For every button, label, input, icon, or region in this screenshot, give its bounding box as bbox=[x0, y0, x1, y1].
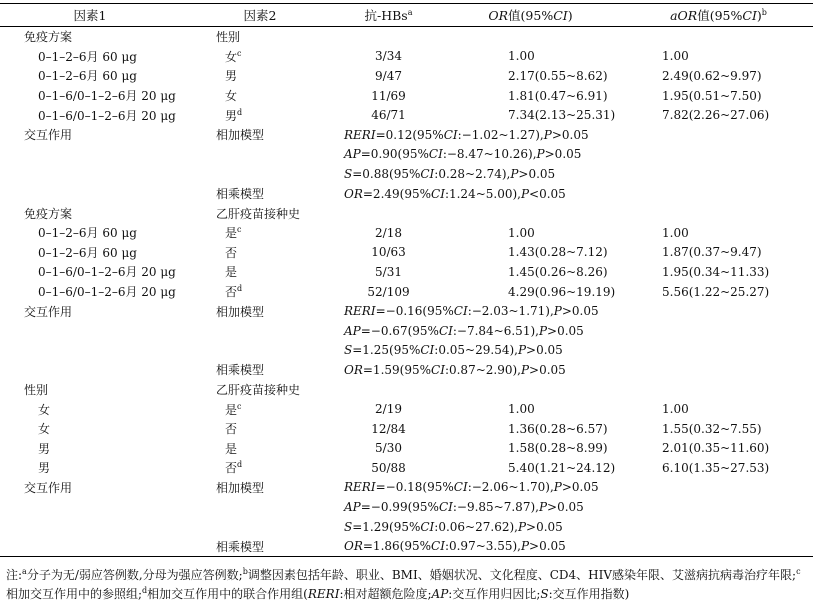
count-value: 11/69 bbox=[371, 88, 406, 103]
empty-cell bbox=[340, 27, 437, 47]
table-row bbox=[0, 517, 813, 537]
or-value: 1.00 bbox=[508, 402, 535, 417]
stat-name: OR bbox=[344, 539, 363, 554]
table-row bbox=[0, 47, 813, 67]
aor-value: 1.00 bbox=[662, 402, 689, 417]
factor2-footnote-mark: c bbox=[237, 401, 242, 411]
factor1-level: 男 bbox=[38, 461, 51, 476]
stat-p-value: >0.05 bbox=[547, 500, 584, 515]
or-value: 1.00 bbox=[508, 225, 535, 240]
stat-p-value: >0.05 bbox=[529, 539, 566, 554]
interaction-label bbox=[0, 360, 180, 380]
stat-ci-range: :0.28~2.74), bbox=[434, 166, 511, 181]
aor-value: 6.10(1.35~27.53) bbox=[662, 460, 770, 475]
table-row bbox=[0, 66, 813, 86]
factor2-level-cell bbox=[180, 243, 340, 263]
model-label: 相乘模型 bbox=[180, 536, 340, 556]
aor-value: 1.95(0.34~11.33) bbox=[662, 264, 770, 279]
header-count bbox=[340, 4, 437, 27]
factor2-level: 是 bbox=[225, 402, 238, 417]
stat-p-value: <0.05 bbox=[529, 186, 566, 201]
stat-name: AP bbox=[344, 147, 361, 162]
factor2-level: 是 bbox=[225, 226, 238, 241]
header-or-em: OR bbox=[488, 8, 509, 23]
table-row bbox=[0, 86, 813, 106]
interaction-stat bbox=[340, 360, 813, 380]
interaction-label: 交互作用 bbox=[24, 480, 73, 495]
stat-p-value: >0.05 bbox=[526, 343, 563, 358]
empty-cell bbox=[624, 27, 813, 47]
stat-name: RERI bbox=[344, 480, 376, 495]
header-count-label: 抗-HBs bbox=[364, 8, 408, 23]
model-label: 相加模型 bbox=[216, 304, 265, 319]
footnote-text-d3: :交互作用归因比; bbox=[448, 587, 541, 601]
or-value: 7.34(2.13~25.31) bbox=[508, 108, 616, 123]
stat-ci-label: CI bbox=[438, 323, 453, 338]
aor-value: 5.56(1.22~25.27) bbox=[662, 284, 770, 299]
stat-ci-range: :−2.03~1.71), bbox=[467, 304, 554, 319]
count-value: 10/63 bbox=[371, 245, 406, 260]
stat-p-value: >0.05 bbox=[526, 519, 563, 534]
header-aor bbox=[624, 4, 813, 27]
factor2-level-cell bbox=[180, 223, 340, 243]
footnote-text-c: 相加交互作用中的参照组; bbox=[6, 587, 143, 601]
footnote-text-a: 分子为无/弱应答例数,分母为强应答例数; bbox=[26, 568, 243, 582]
interaction-label bbox=[0, 536, 180, 556]
table-row bbox=[0, 223, 813, 243]
group-factor2: 乙肝疫苗接种史 bbox=[216, 206, 301, 221]
stat-ci-range: :−1.02~1.27), bbox=[457, 127, 544, 142]
or-value: 1.36(0.28~6.57) bbox=[508, 421, 608, 436]
stat-p-label: P bbox=[536, 147, 545, 162]
table-row bbox=[0, 478, 813, 498]
interaction-stat bbox=[340, 517, 813, 537]
table-row bbox=[0, 125, 813, 145]
table-row bbox=[0, 380, 813, 400]
stat-value: =1.86(95% bbox=[362, 539, 432, 554]
interaction-stat bbox=[340, 478, 813, 498]
factor1-level: 0–1–6/0–1–2–6月 20 μg bbox=[38, 265, 176, 280]
factor2-footnote-mark: d bbox=[237, 460, 243, 470]
stat-name: AP bbox=[344, 323, 361, 338]
factor2-level: 是 bbox=[225, 441, 238, 456]
aor-value: 1.55(0.32~7.55) bbox=[662, 421, 762, 436]
stat-value: =1.29(95% bbox=[352, 519, 421, 534]
footnote-sup-c: c bbox=[796, 567, 801, 576]
stat-ci-label: CI bbox=[428, 147, 443, 162]
stat-name: AP bbox=[344, 500, 361, 515]
table-row bbox=[0, 458, 813, 478]
stat-ci-range: :−2.06~1.70), bbox=[467, 480, 554, 495]
stat-name: S bbox=[344, 343, 353, 358]
header-aor-rest: 值(95% bbox=[697, 8, 743, 23]
table-footnote bbox=[6, 566, 811, 604]
stat-p-label: P bbox=[517, 519, 527, 534]
factor2-level: 否 bbox=[225, 245, 238, 260]
stat-ci-range: :0.05~29.54), bbox=[434, 343, 518, 358]
header-factor1: 因素1 bbox=[0, 4, 180, 27]
stat-ci-label: CI bbox=[453, 304, 468, 319]
header-or bbox=[437, 4, 624, 27]
table-row bbox=[0, 282, 813, 302]
table-row bbox=[0, 536, 813, 556]
interaction-stat bbox=[340, 164, 813, 184]
empty-cell bbox=[437, 380, 624, 400]
footnote-sup-b: b bbox=[242, 567, 248, 576]
model-label bbox=[180, 517, 340, 537]
interaction-label bbox=[0, 517, 180, 537]
stat-p-label: P bbox=[520, 186, 530, 201]
footnote-sup-a: a bbox=[22, 567, 27, 576]
table-row bbox=[0, 164, 813, 184]
interaction-stat bbox=[340, 341, 813, 361]
header-factor2: 因素2 bbox=[180, 4, 340, 27]
model-label: 相加模型 bbox=[216, 480, 265, 495]
stat-p-label: P bbox=[543, 127, 552, 142]
stat-name: S bbox=[344, 166, 353, 181]
stat-ci-label: CI bbox=[420, 519, 435, 534]
or-value: 1.81(0.47~6.91) bbox=[508, 88, 608, 103]
stat-p-value: >0.05 bbox=[544, 147, 582, 162]
table-body bbox=[0, 27, 813, 557]
stat-value: =1.25(95% bbox=[352, 343, 421, 358]
header-aor-close: ) bbox=[756, 8, 762, 23]
table-row bbox=[0, 301, 813, 321]
table-row bbox=[0, 105, 813, 125]
footnote-text-d4: :交互作用指数) bbox=[548, 587, 630, 601]
model-label: 相乘模型 bbox=[216, 363, 265, 378]
aor-value: 2.49(0.62~9.97) bbox=[662, 68, 762, 83]
stat-name: RERI bbox=[344, 127, 376, 142]
group-factor1: 免疫方案 bbox=[24, 30, 73, 45]
interaction-label bbox=[0, 321, 180, 341]
factor1-level: 女 bbox=[38, 402, 51, 417]
group-factor2: 乙肝疫苗接种史 bbox=[216, 382, 301, 397]
interaction-stat bbox=[340, 301, 813, 321]
stat-ci-range: :0.06~27.62), bbox=[434, 519, 518, 534]
stat-p-value: >0.05 bbox=[547, 323, 584, 338]
or-value: 2.17(0.55~8.62) bbox=[508, 68, 608, 83]
count-value: 12/84 bbox=[371, 421, 406, 436]
factor2-level: 女 bbox=[225, 49, 238, 64]
footnote-text-b: 调整因素包括年龄、职业、BMI、婚姻状况、文化程度、CD4、HIV感染年限、艾滋病抗病毒治疗年限; bbox=[247, 568, 797, 582]
empty-cell bbox=[624, 380, 813, 400]
stat-p-value: >0.05 bbox=[551, 127, 589, 142]
factor2-level-cell bbox=[180, 66, 340, 86]
aor-value: 1.95(0.51~7.50) bbox=[662, 88, 762, 103]
table-row bbox=[0, 399, 813, 419]
interaction-label bbox=[0, 164, 180, 184]
stat-p-value: >0.05 bbox=[529, 362, 566, 377]
empty-cell bbox=[437, 27, 624, 47]
footnote-em-reri: RERI bbox=[307, 587, 340, 601]
table-row bbox=[0, 360, 813, 380]
factor2-level: 否 bbox=[225, 461, 238, 476]
model-label: 相加模型 bbox=[216, 128, 265, 143]
count-value: 50/88 bbox=[371, 460, 406, 475]
interaction-stat bbox=[340, 321, 813, 341]
footnote-em-ap: AP bbox=[431, 587, 449, 601]
stat-ci-label: CI bbox=[431, 186, 445, 201]
header-or-close: ) bbox=[567, 8, 573, 23]
stat-p-label: P bbox=[517, 343, 527, 358]
factor2-level-cell bbox=[180, 419, 340, 439]
interaction-label: 交互作用 bbox=[24, 304, 73, 319]
stat-value: =0.88(95% bbox=[352, 166, 421, 181]
stat-ci-label: CI bbox=[420, 343, 435, 358]
header-aor-ci: CI bbox=[742, 8, 757, 23]
stat-ci-range: :1.24~5.00), bbox=[444, 186, 521, 201]
empty-cell bbox=[340, 380, 437, 400]
header-or-ci: CI bbox=[553, 8, 568, 23]
factor2-level: 是 bbox=[225, 265, 238, 280]
stat-ci-range: :−9.85~7.87), bbox=[452, 500, 539, 515]
stat-name: OR bbox=[344, 186, 363, 201]
stat-value: =0.90(95% bbox=[360, 147, 429, 162]
model-label bbox=[180, 164, 340, 184]
stat-ci-label: CI bbox=[431, 539, 445, 554]
factor2-level-cell bbox=[180, 262, 340, 282]
header-aor-em: aOR bbox=[670, 8, 698, 23]
or-value: 4.29(0.96~19.19) bbox=[508, 284, 616, 299]
or-value: 1.58(0.28~8.99) bbox=[508, 441, 608, 456]
stat-ci-range: :0.87~2.90), bbox=[444, 362, 521, 377]
model-label bbox=[180, 341, 340, 361]
factor2-level-cell bbox=[180, 86, 340, 106]
factor2-level: 男 bbox=[225, 69, 238, 84]
factor1-level: 0–1–2–6月 60 μg bbox=[38, 226, 137, 241]
table-row bbox=[0, 419, 813, 439]
factor2-level-cell bbox=[180, 399, 340, 419]
interaction-label bbox=[0, 497, 180, 517]
stat-ci-label: CI bbox=[453, 480, 468, 495]
interaction-label bbox=[0, 145, 180, 165]
interaction-stat bbox=[340, 125, 813, 145]
stat-p-label: P bbox=[538, 500, 548, 515]
group-factor1: 免疫方案 bbox=[24, 206, 73, 221]
table-header-row bbox=[0, 4, 813, 27]
stat-p-value: >0.05 bbox=[561, 480, 599, 495]
stat-value: =−0.67(95% bbox=[360, 323, 439, 338]
header-count-sup: a bbox=[407, 8, 413, 17]
count-value: 5/31 bbox=[375, 264, 402, 279]
aor-value: 1.00 bbox=[662, 49, 689, 64]
interaction-stat bbox=[340, 184, 813, 204]
aor-value: 2.01(0.35~11.60) bbox=[662, 441, 770, 456]
count-value: 46/71 bbox=[371, 108, 406, 123]
table-row bbox=[0, 203, 813, 223]
stat-p-value: >0.05 bbox=[561, 304, 599, 319]
stat-ci-label: CI bbox=[420, 166, 435, 181]
footnote-em-s: S bbox=[540, 587, 549, 601]
factor1-level: 女 bbox=[38, 422, 51, 437]
factor2-level-cell bbox=[180, 458, 340, 478]
stat-name: OR bbox=[344, 362, 363, 377]
factor1-level: 0–1–6/0–1–2–6月 20 μg bbox=[38, 108, 176, 123]
table-row bbox=[0, 184, 813, 204]
model-label bbox=[180, 145, 340, 165]
empty-cell bbox=[437, 203, 624, 223]
stat-ci-range: :0.97~3.55), bbox=[444, 539, 521, 554]
header-or-rest: 值(95% bbox=[508, 8, 554, 23]
table-row bbox=[0, 145, 813, 165]
group-factor1: 性别 bbox=[24, 382, 49, 397]
stat-value: =−0.18(95% bbox=[375, 480, 454, 495]
count-value: 2/19 bbox=[375, 402, 402, 417]
stat-p-label: P bbox=[520, 362, 530, 377]
footnote-lead: 注: bbox=[6, 568, 23, 582]
factor1-level: 0–1–2–6月 60 μg bbox=[38, 69, 137, 84]
factor2-level-cell bbox=[180, 105, 340, 125]
factor1-level: 0–1–2–6月 60 μg bbox=[38, 245, 137, 260]
count-value: 3/34 bbox=[375, 49, 402, 64]
aor-value: 1.87(0.37~9.47) bbox=[662, 245, 762, 260]
footnote-sup-d: d bbox=[142, 586, 148, 595]
stat-value: =0.12(95% bbox=[375, 127, 444, 142]
table-row bbox=[0, 438, 813, 458]
table-row bbox=[0, 497, 813, 517]
aor-value: 7.82(2.26~27.06) bbox=[662, 108, 770, 123]
stat-value: =−0.16(95% bbox=[375, 304, 454, 319]
footnote-text-d1: 相加交互作用中的联合作用组( bbox=[147, 587, 308, 601]
factor2-level-cell bbox=[180, 47, 340, 67]
stat-p-label: P bbox=[553, 480, 562, 495]
interaction-label bbox=[0, 184, 180, 204]
empty-cell bbox=[624, 203, 813, 223]
interaction-stat bbox=[340, 497, 813, 517]
factor2-level: 否 bbox=[225, 285, 238, 300]
stat-value: =1.59(95% bbox=[362, 362, 432, 377]
or-value: 1.45(0.26~8.26) bbox=[508, 264, 608, 279]
count-value: 9/47 bbox=[375, 68, 402, 83]
factor1-level: 0–1–2–6月 60 μg bbox=[38, 49, 137, 64]
factor1-level: 男 bbox=[38, 441, 51, 456]
table-row bbox=[0, 27, 813, 47]
stat-p-label: P bbox=[520, 539, 530, 554]
stat-p-value: >0.05 bbox=[518, 166, 556, 181]
table-row bbox=[0, 321, 813, 341]
count-value: 2/18 bbox=[375, 225, 402, 240]
stat-p-label: P bbox=[510, 166, 519, 181]
stat-ci-label: CI bbox=[431, 362, 445, 377]
interaction-stat bbox=[340, 536, 813, 556]
interaction-label bbox=[0, 341, 180, 361]
table-row bbox=[0, 341, 813, 361]
stat-p-label: P bbox=[538, 323, 548, 338]
empty-cell bbox=[340, 203, 437, 223]
count-value: 52/109 bbox=[367, 284, 410, 299]
or-value: 1.00 bbox=[508, 49, 535, 64]
results-table bbox=[0, 3, 813, 557]
interaction-label: 交互作用 bbox=[24, 128, 73, 143]
or-value: 5.40(1.21~24.12) bbox=[508, 460, 616, 475]
factor2-level: 男 bbox=[225, 108, 238, 123]
stat-p-label: P bbox=[553, 304, 562, 319]
factor2-footnote-mark: c bbox=[237, 48, 242, 58]
stat-ci-label: CI bbox=[443, 127, 458, 142]
group-factor2: 性别 bbox=[216, 30, 241, 45]
stat-ci-range: :−8.47~10.26), bbox=[442, 147, 537, 162]
factor2-level: 女 bbox=[225, 89, 238, 104]
factor2-level-cell bbox=[180, 438, 340, 458]
or-value: 1.43(0.28~7.12) bbox=[508, 245, 608, 260]
factor2-level-cell bbox=[180, 282, 340, 302]
model-label: 相乘模型 bbox=[216, 187, 265, 202]
table-row bbox=[0, 243, 813, 263]
factor1-level: 0–1–6/0–1–2–6月 20 μg bbox=[38, 89, 176, 104]
factor2-footnote-mark: d bbox=[237, 107, 243, 117]
stat-ci-label: CI bbox=[438, 500, 453, 515]
stat-value: =−0.99(95% bbox=[360, 500, 439, 515]
factor2-footnote-mark: d bbox=[237, 284, 243, 294]
stat-value: =2.49(95% bbox=[362, 186, 432, 201]
stat-ci-range: :−7.84~6.51), bbox=[452, 323, 539, 338]
model-label bbox=[180, 321, 340, 341]
factor2-level: 否 bbox=[225, 422, 238, 437]
model-label bbox=[180, 497, 340, 517]
stat-name: RERI bbox=[344, 304, 376, 319]
aor-value: 1.00 bbox=[662, 225, 689, 240]
interaction-stat bbox=[340, 145, 813, 165]
table-row bbox=[0, 262, 813, 282]
footnote-text-d2: :相对超额危险度; bbox=[339, 587, 432, 601]
count-value: 5/30 bbox=[375, 441, 402, 456]
header-aor-sup: b bbox=[761, 8, 767, 17]
factor1-level: 0–1–6/0–1–2–6月 20 μg bbox=[38, 285, 176, 300]
factor2-footnote-mark: c bbox=[237, 225, 242, 235]
stat-name: S bbox=[344, 519, 353, 534]
